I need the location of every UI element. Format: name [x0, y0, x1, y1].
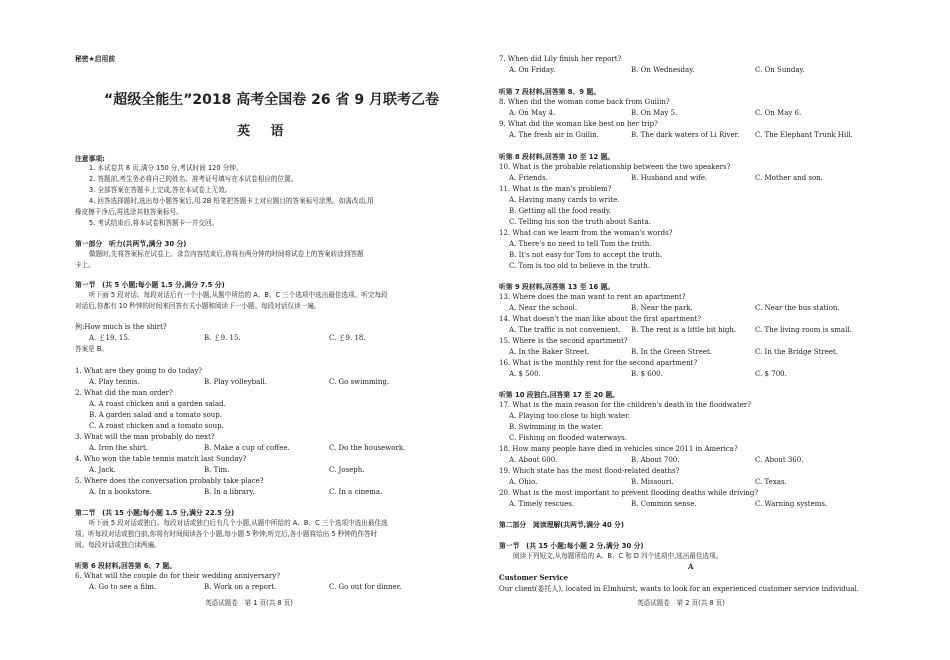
option: A. Friends.	[509, 174, 548, 182]
section2-intro: 间。每段对话或独白读两遍。	[75, 541, 161, 549]
option: A. On Friday.	[509, 66, 556, 74]
option: C. Go swimming.	[329, 378, 390, 386]
option: C. Fishing on flooded waterways.	[509, 434, 627, 442]
option: A. Having many cards to write.	[509, 196, 620, 204]
notice-item: 橡皮擦干净后,再选涂其他答案标号。	[75, 208, 183, 216]
option: A. Near the school.	[509, 304, 578, 312]
option: C. ￡9. 18.	[329, 334, 366, 342]
notice-item: 5. 考试结束后,将本试卷和答题卡一并交回。	[89, 219, 219, 227]
option: A. The fresh air in Guilin.	[509, 131, 599, 139]
option: B. About 700.	[631, 456, 680, 464]
subject-title: 英 语	[237, 124, 292, 139]
option: B. In the Green Street.	[631, 348, 713, 356]
question: 5. Where does the conversation probably take place?	[75, 477, 264, 485]
notice-item: 4. 回答选择题时,选出每小题答案后,用 2B 铅笔把答题卡上对应题目的答案标号涂黑。如需改动,用	[89, 197, 374, 205]
option: A. Go to see a film.	[89, 583, 157, 591]
section2-title: 第二节 (共 15 小题;每小题 1.5 分,满分 22.5 分)	[75, 509, 235, 517]
question: 19. Which state has the most flood-related deaths?	[499, 467, 680, 475]
p2s1-title: 第一节 (共 15 小题;每小题 2 分,满分 30 分)	[499, 542, 644, 550]
section1-title: 第一节 (共 5 小题;每小题 1.5 分,满分 7.5 分)	[75, 281, 225, 289]
option: B. Work on a report.	[204, 583, 277, 591]
option: A. $ 500.	[509, 370, 541, 378]
page-footer: 英语试题卷 第 1 页(共 8 页)	[205, 599, 293, 607]
option: B. ￡9. 15.	[204, 334, 241, 342]
option: B. The dark waters of Li River.	[631, 131, 740, 139]
option: C. Do the housework.	[329, 444, 406, 452]
option: C. In a cinema.	[329, 488, 383, 496]
part1-intro: 做题时,先将答案标在试卷上。录音内容结束后,你将有两分钟的时间将试卷上的答案转涂到答题	[89, 250, 364, 258]
option: A. Jack.	[89, 466, 116, 474]
passage-letter: A	[688, 562, 694, 571]
notice-item: 1. 本试卷共 8 页,满分 150 分,考试时间 120 分钟。	[89, 164, 243, 172]
section1-intro: 对话后,你都有 10 秒钟的时间来回答有关小题和阅读下一小题。每段对话仅读一遍。	[75, 302, 321, 310]
passage-text: Our client(委托人), located in Elmhurst, wants to look for an experienced customer service individual.	[499, 585, 859, 593]
option: A. Playing too close to high water.	[509, 412, 630, 420]
option: A. Play tennis.	[89, 378, 140, 386]
option: B. Common sense.	[631, 500, 697, 508]
option: B. On Wednesday.	[631, 66, 695, 74]
notice-title: 注意事项:	[75, 155, 105, 163]
option: B. In a library.	[204, 488, 255, 496]
option: A. Timely rescues.	[509, 500, 575, 508]
material-title: 听第 6 段材料,回答第 6、7 题。	[75, 562, 177, 570]
option: A. About 600.	[509, 456, 558, 464]
question: 6. What will the couple do for their wedding anniversary?	[75, 572, 280, 580]
option: C. The living room is small.	[755, 326, 852, 334]
question: 10. What is the probable relationship between the two speakers?	[499, 163, 731, 171]
question: 1. What are they going to do today?	[75, 367, 203, 375]
question: 16. What is the monthly rent for the second apartment?	[499, 359, 698, 367]
page-footer: 英语试题卷 第 2 页(共 8 页)	[637, 599, 725, 607]
part1-intro: 卡上。	[75, 261, 95, 269]
option: B. Husband and wife.	[631, 174, 708, 182]
option: A. ￡19. 15.	[89, 334, 130, 342]
option: C. Texas.	[755, 478, 787, 486]
option: C. Warning systems.	[755, 500, 828, 508]
question: 20. What is the most important to prevent flooding deaths while driving?	[499, 489, 759, 497]
part1-title: 第一部分 听力(共两节,满分 30 分)	[75, 240, 187, 248]
question: 11. What is the man's problem?	[499, 185, 612, 193]
option: C. $ 700.	[755, 370, 787, 378]
question: 8. When did the woman come back from Guilin?	[499, 98, 670, 106]
question: 15. Where is the second apartment?	[499, 337, 628, 345]
page-2	[475, 0, 950, 660]
part2-title: 第二部分 阅读理解(共两节,满分 40 分)	[499, 521, 624, 529]
question: 17. What is the main reason for the children's death in the floodwater?	[499, 401, 751, 409]
option: B. $ 600.	[631, 370, 663, 378]
question: 12. What can we learn from the woman's words?	[499, 229, 673, 237]
option: C. Joseph.	[329, 466, 365, 474]
option: B. Play volleyball.	[204, 378, 267, 386]
question: 2. What did the man order?	[75, 389, 173, 397]
section2-intro: 听下面 5 段对话或独白。每段对话或独白后有几个小题,从题中所给的 A、B、C 三个选项中选出最佳选	[89, 519, 388, 527]
option: B. It's not easy for Tom to accept the truth.	[509, 251, 663, 259]
option: A. Ohio.	[509, 478, 538, 486]
exam-title: “超级全能生”2018 高考全国卷 26 省 9 月联考乙卷	[104, 92, 439, 108]
p2s1-intro: 阅读下列短文,从每题所给的 A、B、C 和 D 四个选项中,选出最佳选项。	[513, 552, 723, 560]
example-answer: 答案是 B。	[75, 345, 108, 353]
material-title: 听第 8 段材料,回答第 10 至 12 题。	[499, 153, 615, 161]
question: 9. What did the woman like best on her trip?	[499, 120, 658, 128]
option: C. On Sunday.	[755, 66, 805, 74]
question: 3. What will the man probably do next?	[75, 433, 215, 441]
option: C. Go out for dinner.	[329, 583, 402, 591]
option: A. On May 4.	[509, 109, 556, 117]
option: C. A roast chicken and a tomato soup.	[89, 422, 224, 430]
option: A. Iron the shirt.	[89, 444, 148, 452]
option: B. On May 5.	[631, 109, 678, 117]
option: C. The Elephant Trunk Hill.	[755, 131, 853, 139]
option: A. In the Baker Street.	[509, 348, 590, 356]
question: 18. How many people have died in vehicles since 2011 in America?	[499, 445, 738, 453]
option: B. Missouri.	[631, 478, 674, 486]
option: C. On May 6.	[755, 109, 802, 117]
option: A. There's no need to tell Tom the truth.	[509, 240, 652, 248]
notice-item: 2. 答题前,考生务必将自己的姓名、准考证号填写在本试卷相应的位置。	[89, 175, 298, 183]
option: B. A garden salad and a tomato soup.	[89, 411, 223, 419]
option: B. Swimming in the water.	[509, 423, 603, 431]
example-question: 例:How much is the shirt?	[75, 323, 167, 331]
option: A. The traffic is not convenient.	[509, 326, 621, 334]
option: A. In a bookstore.	[89, 488, 152, 496]
secret-label: 秘密★启用前	[75, 55, 116, 63]
question: 13. Where does the man want to rent an apartment?	[499, 293, 686, 301]
option: B. Make a cup of coffee.	[204, 444, 290, 452]
option: B. Getting all the food ready.	[509, 207, 612, 215]
option: B. Tim.	[204, 466, 230, 474]
option: B. The rent is a little bit high.	[631, 326, 737, 334]
option: C. Tom is too old to believe in the truth.	[509, 262, 651, 270]
question: 7. When did Lily finish her report?	[499, 55, 622, 63]
option: B. Near the park.	[631, 304, 693, 312]
option: C. In the Bridge Street.	[755, 348, 839, 356]
material-title: 听第 10 段独白,回答第 17 至 20 题。	[499, 391, 619, 399]
notice-item: 3. 全部答案在答题卡上完成,答在本试卷上无效。	[89, 186, 232, 194]
material-title: 听第 7 段材料,回答第 8、9 题。	[499, 88, 601, 96]
passage-title: Customer Service	[499, 573, 569, 582]
option: C. Telling his son the truth about Santa.	[509, 218, 651, 226]
option: A. A roast chicken and a garden salad.	[89, 400, 226, 408]
section1-intro: 听下面 5 段对话。每段对话后有一个小题,从题中所给的 A、B、C 三个选项中选出最佳选项。听完每段	[89, 291, 388, 299]
question: 14. What doesn't the man like about the first apartment?	[499, 315, 702, 323]
option: C. Mother and son.	[755, 174, 823, 182]
section2-intro: 项。听每段对话或独白前,你将有时间阅读各个小题,每小题 5 秒钟;听完后,各小题将给出 5 秒钟的作答时	[75, 530, 378, 538]
option: C. Near the bus station.	[755, 304, 840, 312]
question: 4. Who won the table tennis match last Sunday?	[75, 455, 247, 463]
option: C. About 360.	[755, 456, 804, 464]
material-title: 听第 9 段材料,回答第 13 至 16 题。	[499, 283, 615, 291]
